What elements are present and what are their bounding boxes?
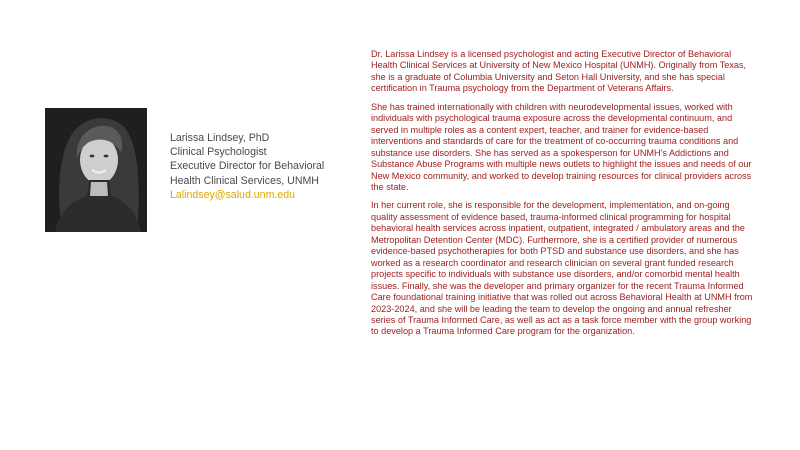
person-title-line1: Executive Director for Behavioral bbox=[170, 160, 325, 173]
person-role: Clinical Psychologist bbox=[170, 146, 267, 159]
portrait-image bbox=[45, 108, 147, 232]
portrait-photo bbox=[45, 108, 147, 232]
contact-block bbox=[170, 131, 345, 202]
bio-paragraph-2: She has trained internationally with children with neurodevelopmental issues, worked with individuals with psychological trauma exposure across the developmental continuum, and served in multiple roles as a content expert, teacher, and trainer for evidence-based interventions and standards of care for the treatment of co-occurring trauma conditions and substance use disorders. She has served as a spokesperson for UNMH's Addictions and Substance Abuse Programs with multiple news outlets to highlight the issues and needs of our New Mexico community, and worked to develop training resources for clinical providers across the state. bbox=[371, 101, 752, 192]
person-name: Larissa Lindsey, PhD bbox=[170, 132, 270, 144]
bio-text bbox=[371, 49, 757, 345]
email-link[interactable]: Lalindsey@salud.unm.edu bbox=[170, 188, 296, 201]
bio-paragraph-3: In her current role, she is responsible for the development, implementation, and on-going quality assessment of evidence based, trauma-informed clinical programming for hospital behavioral health services across inpatient, outpatient, integrated / ambulatory areas and the Metropolitan Detention Center (MDC). Furthermore, she is a certified provider of numerous evidence-based psychotherapies for both PTSD and substance use disorders, and she has worked as a research coordinator and research clinician on several grant funded research projects specific to individuals with substance use disorders, and/or comorbid mental health issues. Finally, she was the developer and primary organizer for the recent Trauma Informed Care foundational training initiative that was rolled out across Behavioral Health at UNMH from 2023-2024, and she will be leading the team to develop the ongoing and annual refresher series of Trauma Informed Care, as well as act as a task force member with the group working to develop a Trauma Informed Care program for the organization. bbox=[371, 200, 753, 337]
person-title-line2: Health Clinical Services, UNMH bbox=[170, 174, 319, 187]
bio-paragraph-1: Dr. Larissa Lindsey is a licensed psychologist and acting Executive Director of Behavioral Health Clinical Services at University of New Mexico Hospital (UNMH). Originally from Texas, she is a graduate of Columbia University and Seton Hall University, and she has special certification in Trauma psychology from the Department of Veterans Affairs. bbox=[371, 49, 747, 94]
